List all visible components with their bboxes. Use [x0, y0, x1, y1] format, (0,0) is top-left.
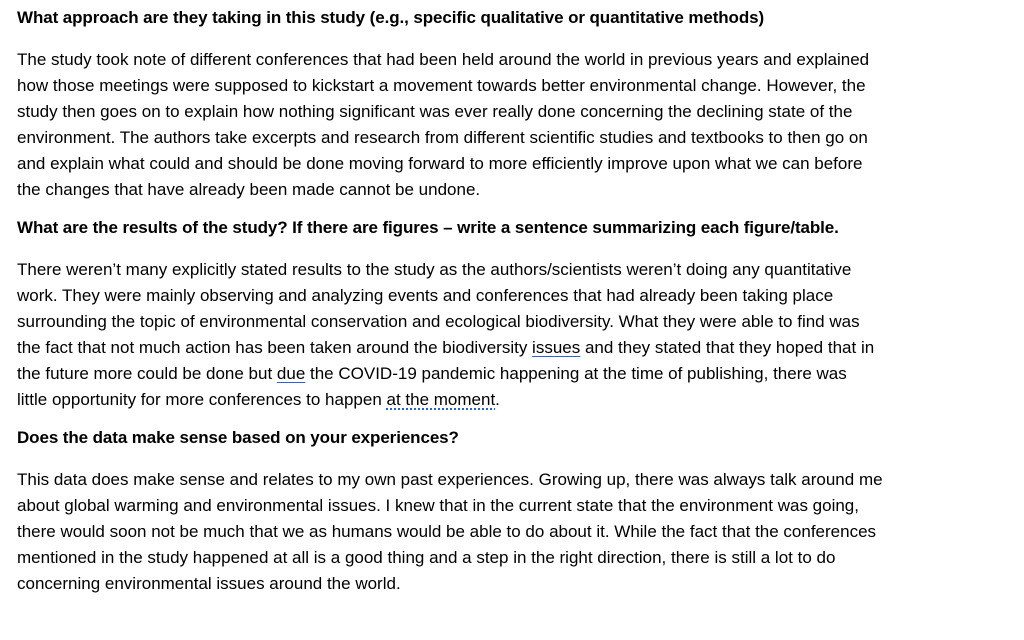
paragraph-line: how those meetings were supposed to kickstart a movement towards better environmental change. However, the: [17, 76, 866, 95]
line-text: little opportunity for more conferences to happen: [17, 390, 387, 409]
line-text: the fact that not much action has been taken around the biodiversity: [17, 338, 533, 357]
paragraph-line: concerning environmental issues around the world.: [17, 574, 401, 593]
paragraph-line: the changes that have already been made cannot be undone.: [17, 180, 481, 199]
paragraph-line: This data does make sense and relates to my own past experiences. Growing up, there was always talk around me: [17, 470, 883, 489]
paragraph-line: [17, 335, 1000, 361]
paragraph-line: mentioned in the study happened at all is a good thing and a step in the right direction, there is still a lot to do: [17, 548, 836, 567]
style-suggestion-at-the-moment[interactable]: at the moment: [386, 390, 496, 409]
paragraph-line: surrounding the topic of environmental conservation and ecological biodiversity. What they were able to find was: [17, 312, 860, 331]
paragraph-line: study then goes on to explain how nothing significant was ever really done concerning the declining state of the: [17, 102, 853, 121]
line-text: .: [495, 390, 500, 409]
paragraph-line: and explain what could and should be done moving forward to more efficiently improve upon what we can before: [17, 154, 863, 173]
grammar-suggestion-issues[interactable]: issues: [532, 338, 581, 357]
paragraph-line: work. They were mainly observing and analyzing events and conferences that had already been taking place: [17, 286, 834, 305]
answer-results-paragraph: [17, 257, 1000, 413]
paragraph-line: [17, 361, 1000, 387]
question-approach-heading: What approach are they taking in this study (e.g., specific qualitative or quantitative methods): [17, 8, 765, 27]
line-text: the future more could be done but: [17, 364, 277, 383]
answer-approach-paragraph: [17, 47, 1000, 203]
question-experience-heading: Does the data make sense based on your experiences?: [17, 428, 459, 447]
grammar-suggestion-due[interactable]: due: [276, 364, 306, 383]
question-results-heading: What are the results of the study? If there are figures – write a sentence summarizing each figure/table.: [17, 218, 839, 237]
paragraph-line: [17, 387, 1000, 413]
paragraph-line: The study took note of different conferences that had been held around the world in previous years and explained: [17, 50, 870, 69]
paragraph-line: there would soon not be much that we as humans would be able to do about it. While the fact that the conferences: [17, 522, 877, 541]
paragraph-line: There weren’t many explicitly stated results to the study as the authors/scientists weren’t doing any quantitative: [17, 260, 852, 279]
line-text: the COVID-19 pandemic happening at the time of publishing, there was: [305, 364, 847, 383]
paragraph-line: about global warming and environmental issues. I knew that in the current state that the environment was going,: [17, 496, 859, 515]
answer-experience-paragraph: [17, 467, 1000, 597]
paragraph-line: environment. The authors take excerpts and research from different scientific studies and textbooks to then go on: [17, 128, 868, 147]
line-text: and they stated that they hoped that in: [580, 338, 875, 357]
